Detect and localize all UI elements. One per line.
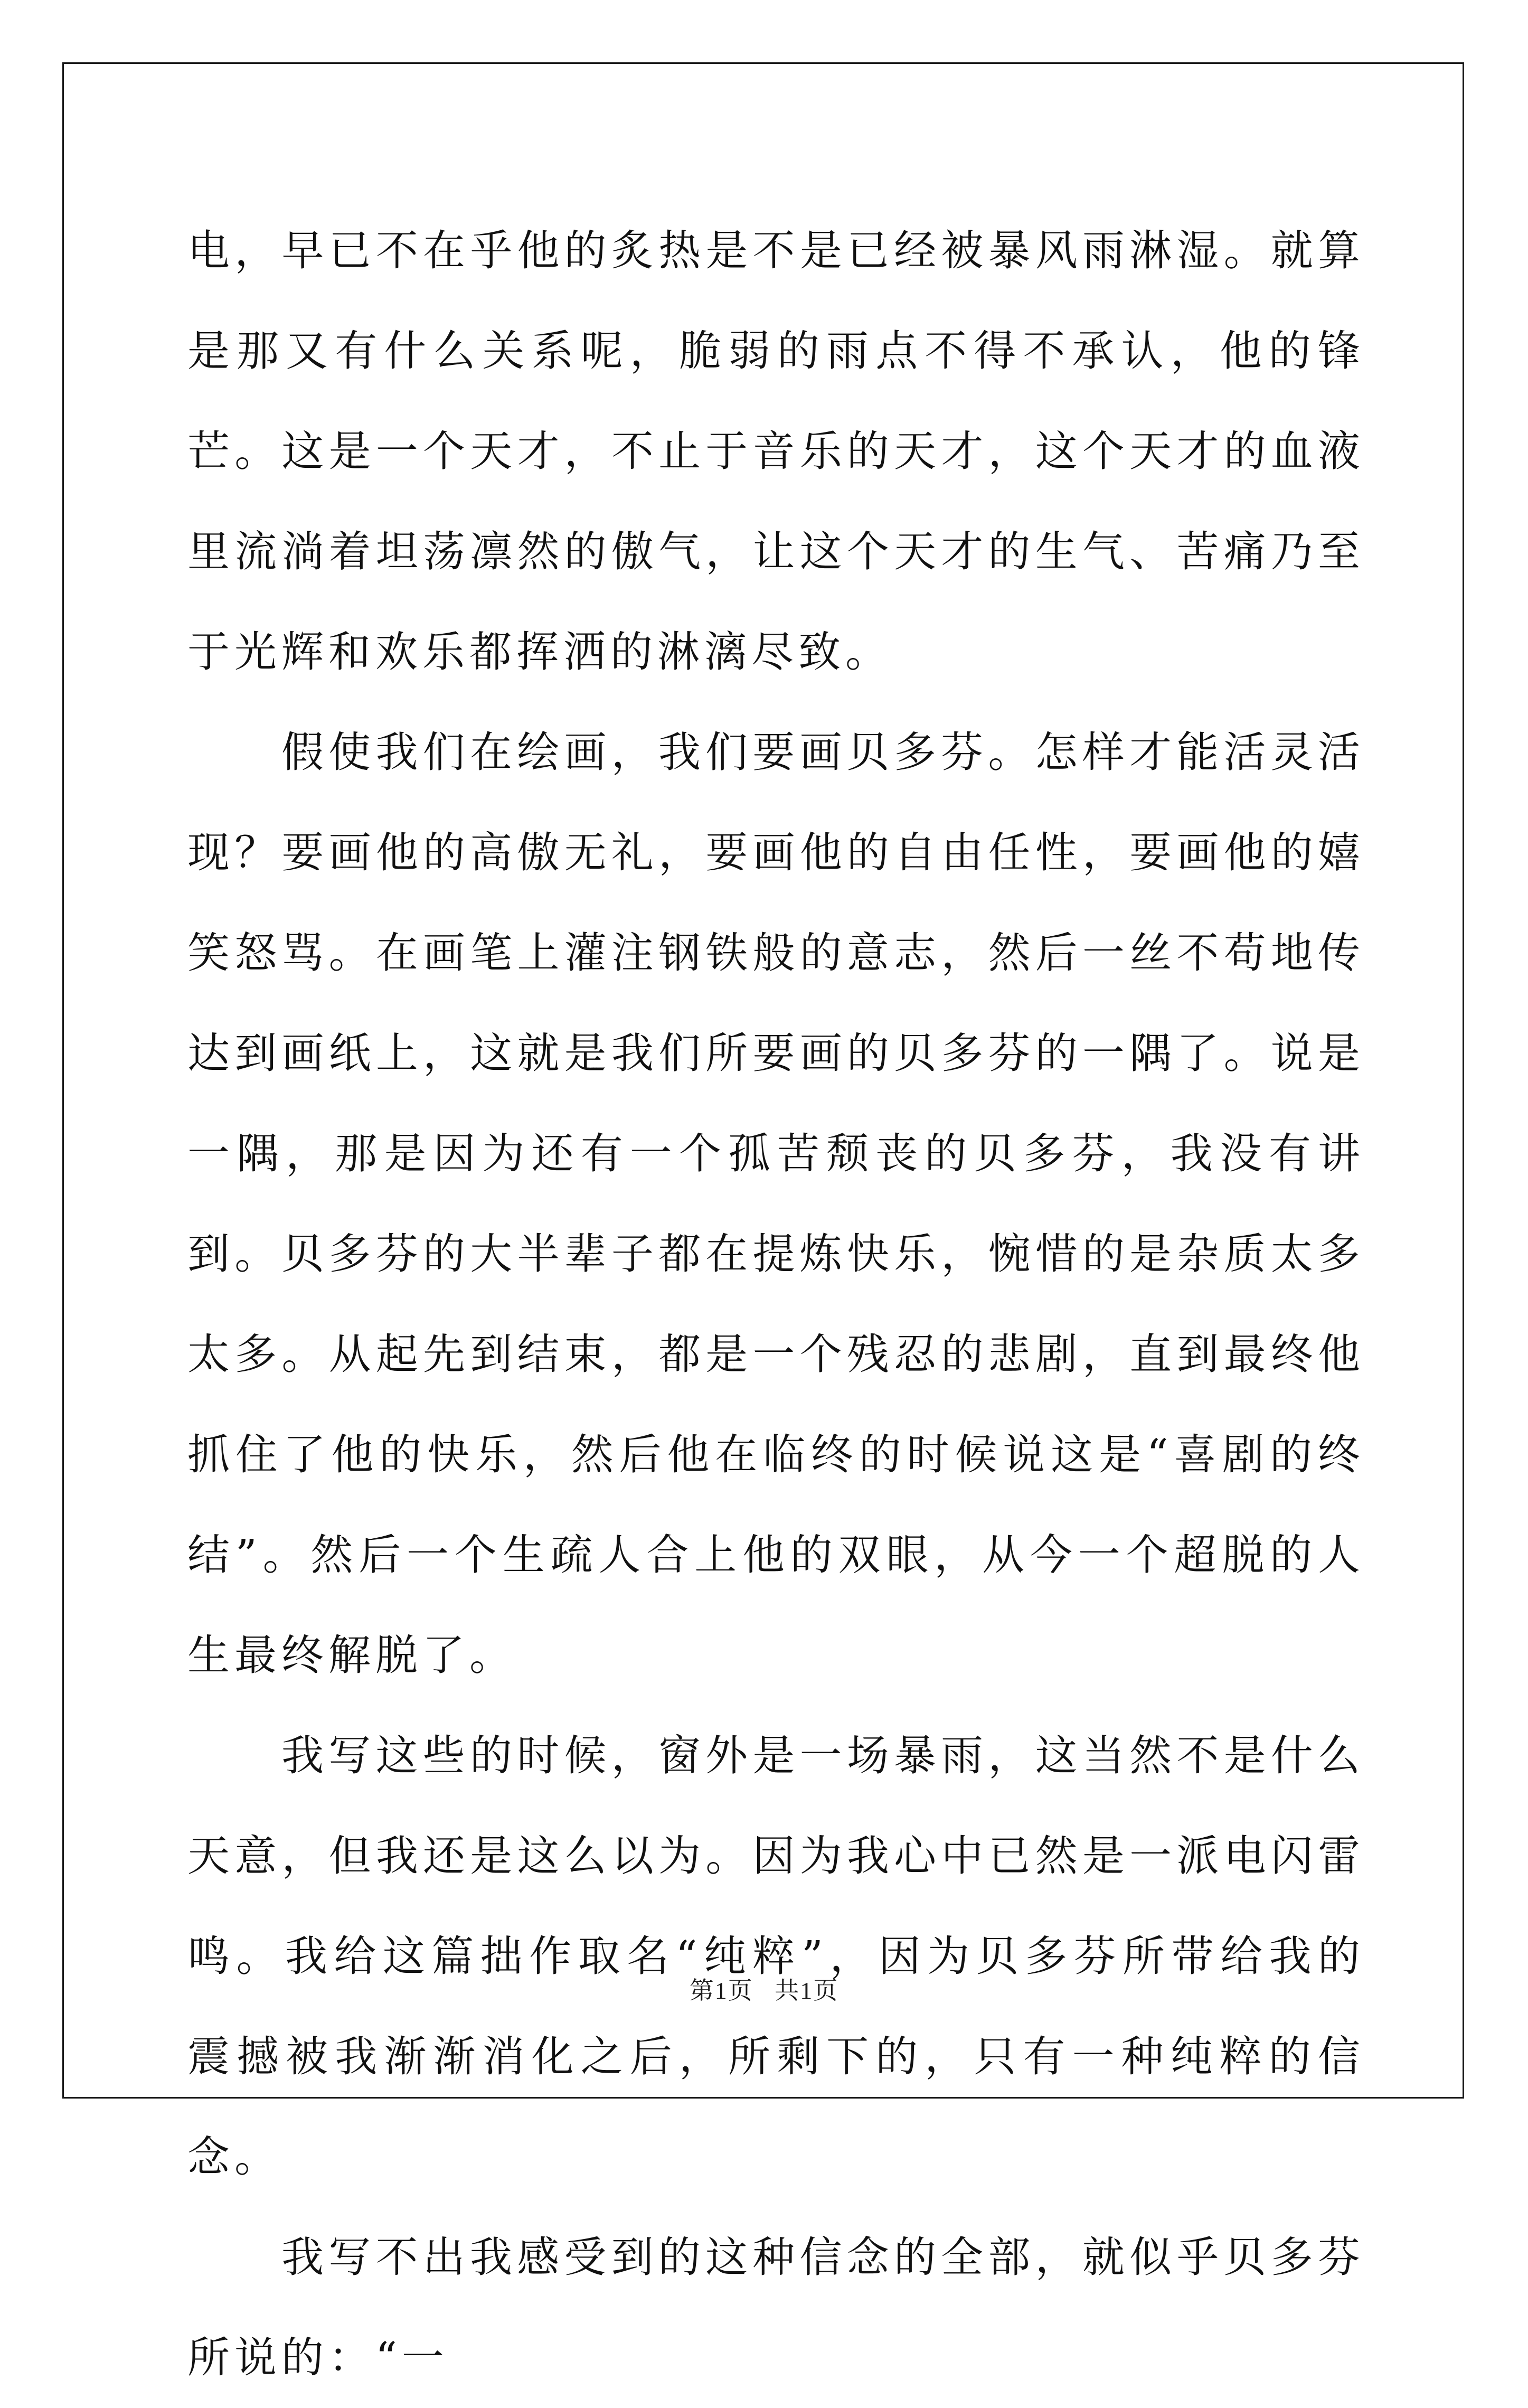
document-body [187, 201, 1365, 2408]
paragraph-1: 电，早已不在乎他的炙热是不是已经被暴风雨淋湿。就算是那又有什么关系呢，脆弱的雨点不得不承认，他的锋芒。这是一个天才，不止于音乐的天才，这个天才的血液里流淌着坦荡凛然的傲气，让这个天才的生气、苦痛乃至于光辉和欢乐都挥洒的淋漓尽致。 [187, 226, 1365, 676]
paragraph-3: 我写这些的时候，窗外是一场暴雨，这当然不是什么天意，但我还是这么以为。因为我心中已然是一派电闪雷鸣。我给这篇拙作取名“纯粹”，因为贝多芬所带给我的震撼被我渐渐消化之后，所剩下的，只有一种纯粹的信念。 [187, 1731, 1365, 2181]
page-total: 共1页 [775, 1977, 839, 2004]
page-number: 第1页 [689, 1977, 753, 2004]
paragraph-2: 假使我们在绘画，我们要画贝多芬。怎样才能活灵活现？要画他的高傲无礼，要画他的自由任性，要画他的嬉笑怒骂。在画笔上灌注钢铁般的意志，然后一丝不苟地传达到画纸上，这就是我们所要画的贝多芬的一隅了。说是一隅，那是因为还有一个孤苦颓丧的贝多芬，我没有讲到。贝多芬的大半辈子都在提炼快乐，惋惜的是杂质太多太多。从起先到结束，都是一个残忍的悲剧，直到最终他抓住了他的快乐，然后他在临终的时候说这是“喜剧的终结”。然后一个生疏人合上他的双眼，从今一个超脱的人生最终解脱了。 [187, 728, 1365, 1680]
footer-spacer [753, 1977, 775, 2004]
paragraph-4: 我写不出我感受到的这种信念的全部，就似乎贝多芬所说的：“一 [187, 2233, 1365, 2382]
page-footer [0, 1971, 1528, 2006]
